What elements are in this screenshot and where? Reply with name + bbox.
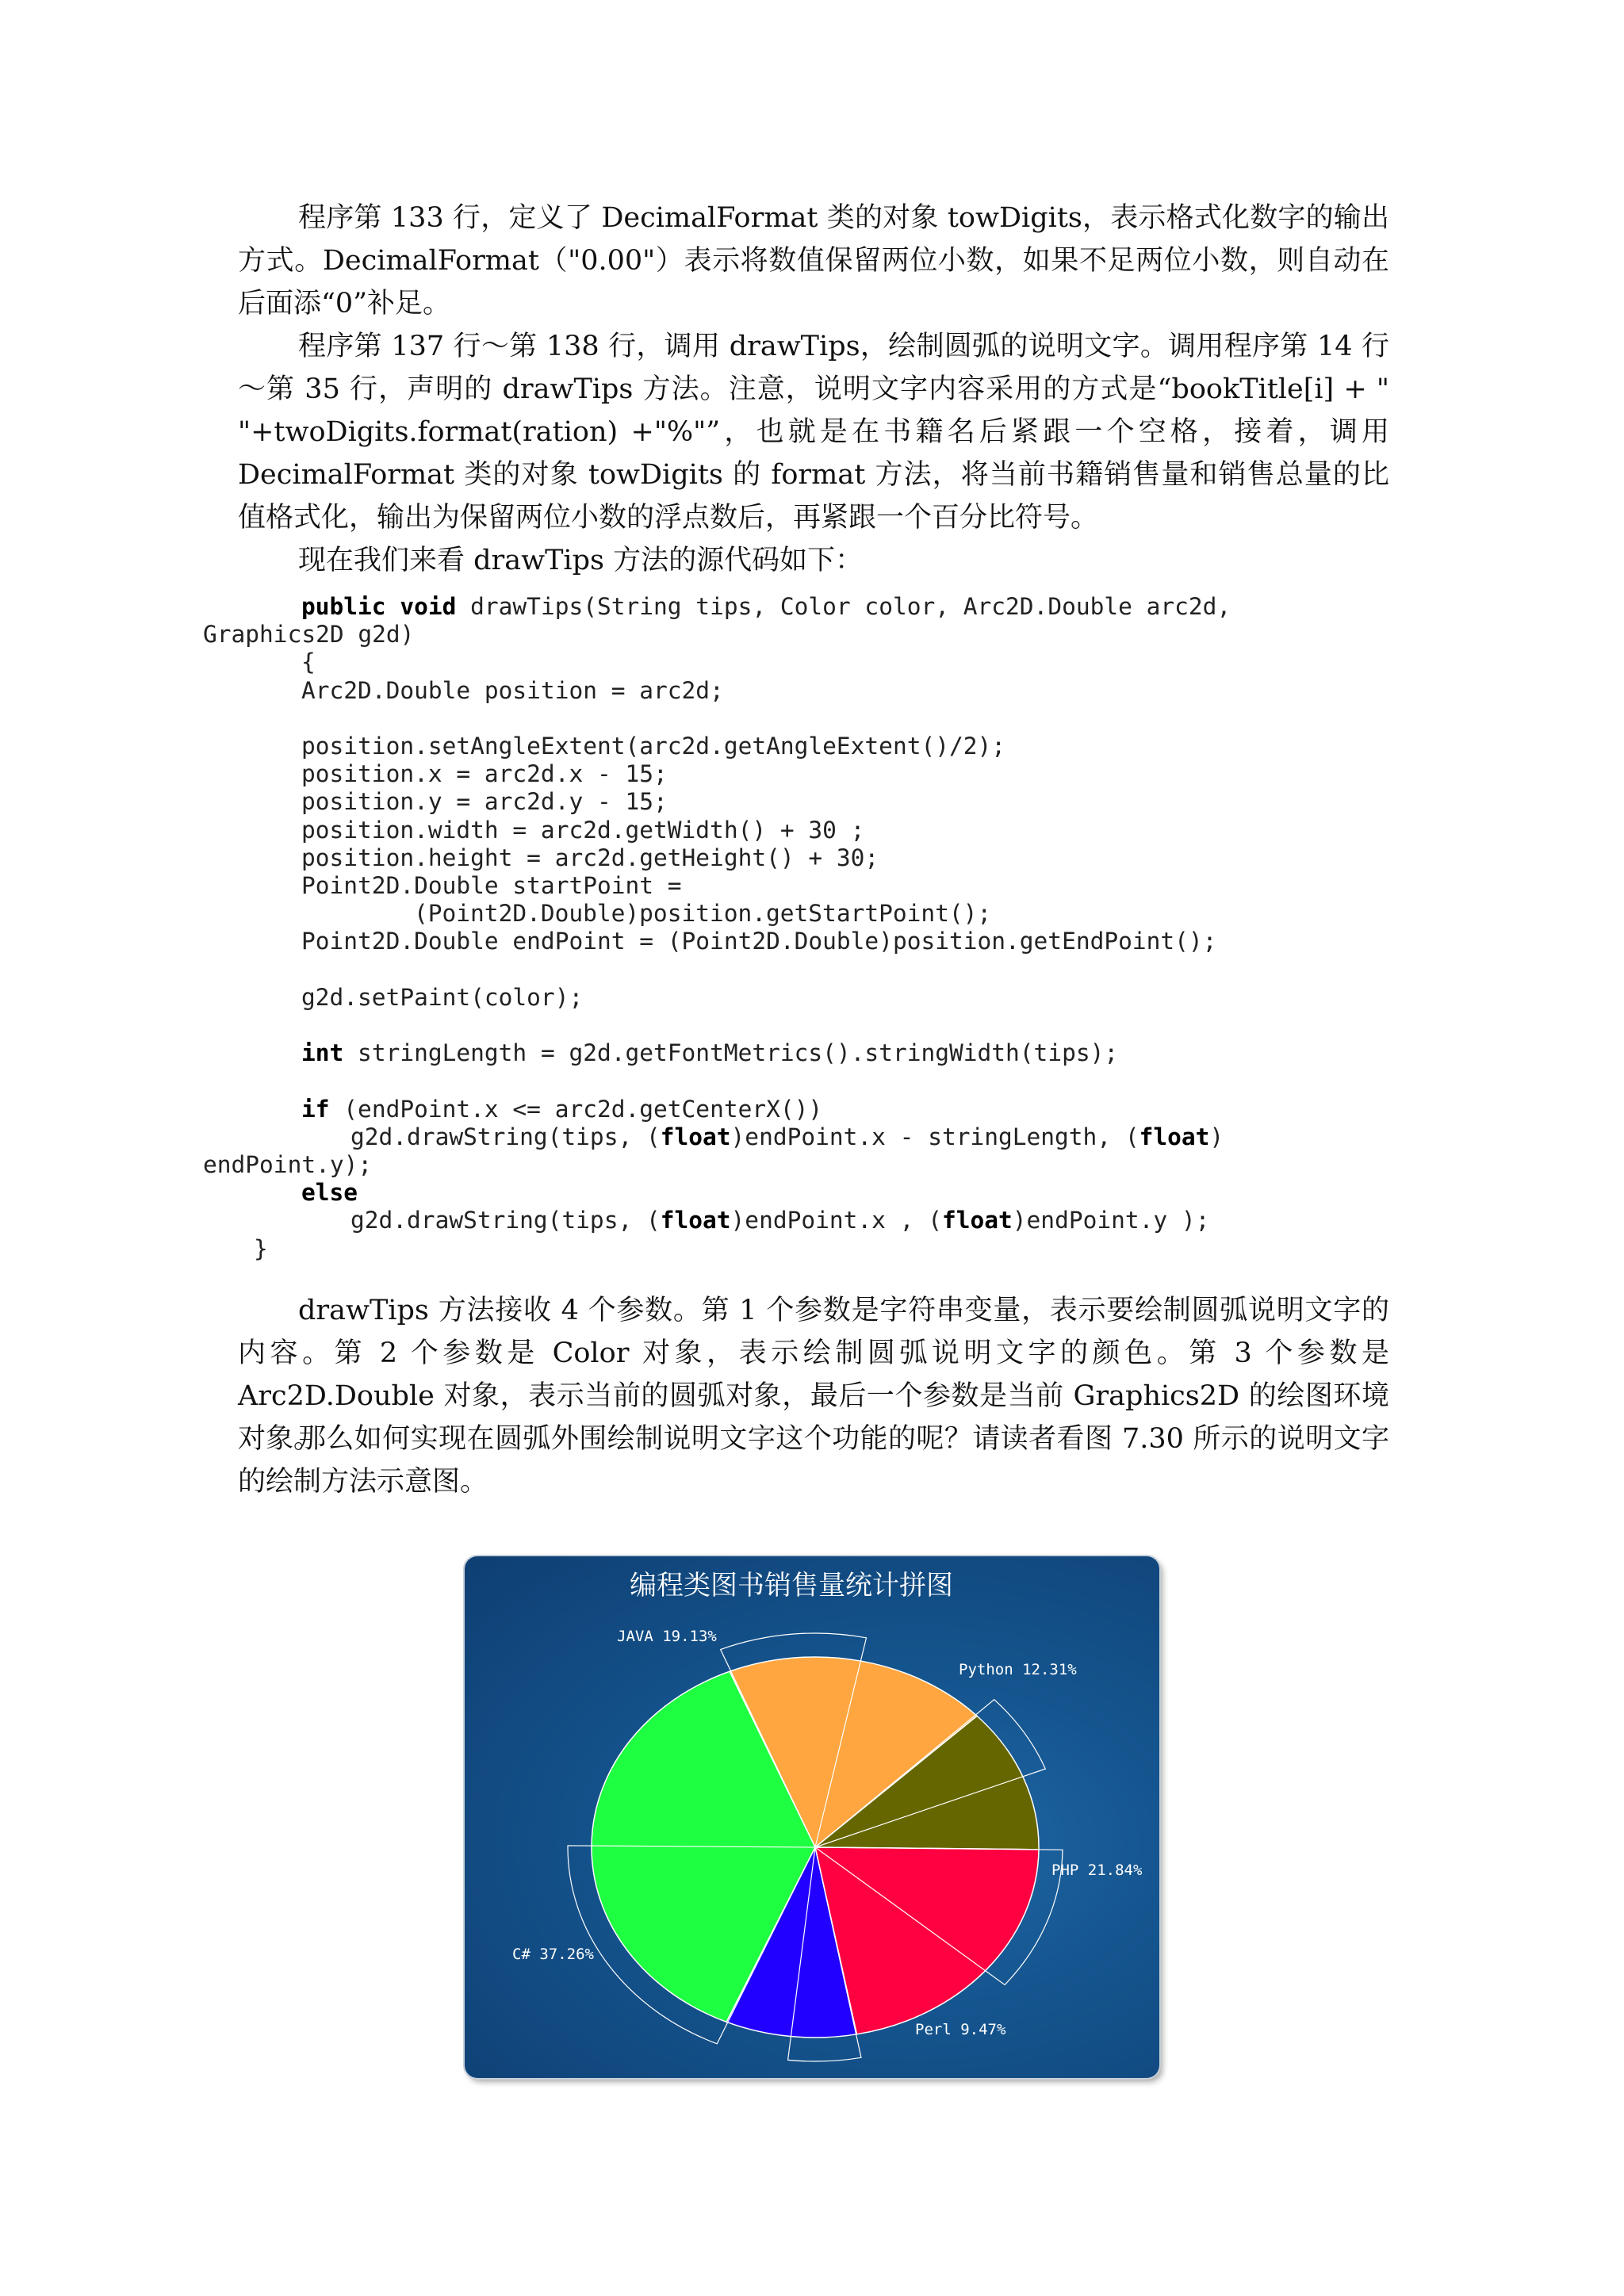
- code-line: Arc2D.Double position = arc2d;: [301, 676, 724, 704]
- code-line: position.width = arc2d.getWidth() + 30 ;: [301, 816, 865, 844]
- code-line: Graphics2D g2d): [203, 621, 415, 649]
- paragraph-4: drawTips 方法接收 4 个参数。第 1 个参数是字符串变量，表示要绘制圆弧说明文字的内容。第 2 个参数是 Color 对象，表示绘制圆弧说明文字的颜色。第 3 个参数是 Arc2D.Double 对象，表示当前的圆弧对象，最后一个参数是当前 Graphics2D 的绘图环境对象。: [238, 1295, 1389, 1455]
- code-line: Point2D.Double endPoint = (Point2D.Double)position.getEndPoint();: [301, 928, 1217, 955]
- paragraph-1: 程序第 133 行，定义了 DecimalFormat 类的对象 towDigits，表示格式化数字的输出方式。DecimalFormat（"0.00"）表示将数值保留两位小数，如果不足两位小数，则自动在后面添“0”补足。: [238, 202, 1389, 320]
- code-line: endPoint.y);: [203, 1151, 373, 1179]
- slice-label: C# 37.26%: [512, 1946, 594, 1963]
- code-line: g2d.drawString(tips, (: [350, 1123, 661, 1150]
- code-keyword: if: [301, 1095, 330, 1123]
- code-line: position.setAngleExtent(arc2d.getAngleExtent()/2);: [301, 733, 1006, 760]
- code-keyword: float: [1139, 1123, 1210, 1150]
- slice-label: JAVA 19.13%: [617, 1628, 717, 1645]
- code-keyword: float: [941, 1207, 1013, 1234]
- chart-title: 编程类图书销售量统计拼图: [630, 1570, 953, 1601]
- code-line: position.height = arc2d.getHeight() + 30;: [301, 844, 879, 871]
- code-line: g2d.setPaint(color);: [301, 983, 584, 1011]
- code-line: )endPoint.x , (: [730, 1207, 942, 1234]
- slice-label: Perl 9.47%: [915, 2021, 1006, 2038]
- code-keyword: public void: [301, 593, 457, 620]
- slice-label: Python 12.31%: [959, 1661, 1077, 1678]
- code-keyword: int: [301, 1039, 344, 1067]
- code-line: ): [1209, 1123, 1224, 1150]
- code-line: {: [301, 649, 316, 676]
- code-line: position.x = arc2d.x - 15;: [301, 760, 668, 788]
- code-keyword: else: [301, 1179, 358, 1207]
- code-line: )endPoint.x - stringLength, (: [730, 1123, 1139, 1150]
- code-line: Point2D.Double startPoint =: [301, 872, 682, 900]
- code-line: )endPoint.y );: [1012, 1207, 1210, 1234]
- paragraph-5: 那么如何实现在圆弧外围绘制说明文字这个功能的呢？请读者看图 7.30 所示的说明文字的绘制方法示意图。: [238, 1423, 1389, 1498]
- code-line: stringLength = g2d.getFontMetrics().stringWidth(tips);: [343, 1039, 1119, 1067]
- code-keyword: float: [660, 1123, 731, 1150]
- paragraph-3: 现在我们来看 drawTips 方法的源代码如下：: [298, 545, 864, 576]
- code-keyword: float: [660, 1207, 731, 1234]
- pie-chart-figure: [465, 1556, 1159, 2078]
- paragraph-2: 程序第 137 行～第 138 行，调用 drawTips，绘制圆弧的说明文字。调用程序第 14 行～第 35 行，声明的 drawTips 方法。注意，说明文字内容采用的方式是“bookTitle[i] + " "+twoDigits.format(ration) +"%"”，也就是在书籍名后紧跟一个空格，接着，调用 DecimalFormat 类的对象 towDigits 的 format 方法，将当前书籍销售量和销售总量的比值格式化，输出为保留两位小数的浮点数后，再紧跟一个百分比符号。: [238, 331, 1389, 534]
- pie-chart: [465, 1556, 1159, 2078]
- slice-label: PHP 21.84%: [1051, 1862, 1143, 1879]
- code-block: [203, 593, 1411, 1263]
- code-line: }: [254, 1234, 268, 1262]
- code-line: g2d.drawString(tips, (: [350, 1207, 661, 1234]
- code-line: (endPoint.x <= arc2d.getCenterX()): [329, 1095, 823, 1123]
- code-line: (Point2D.Double)position.getStartPoint();: [414, 900, 992, 928]
- code-line: drawTips(String tips, Color color, Arc2D.Double arc2d,: [456, 593, 1231, 620]
- code-line: position.y = arc2d.y - 15;: [301, 788, 668, 816]
